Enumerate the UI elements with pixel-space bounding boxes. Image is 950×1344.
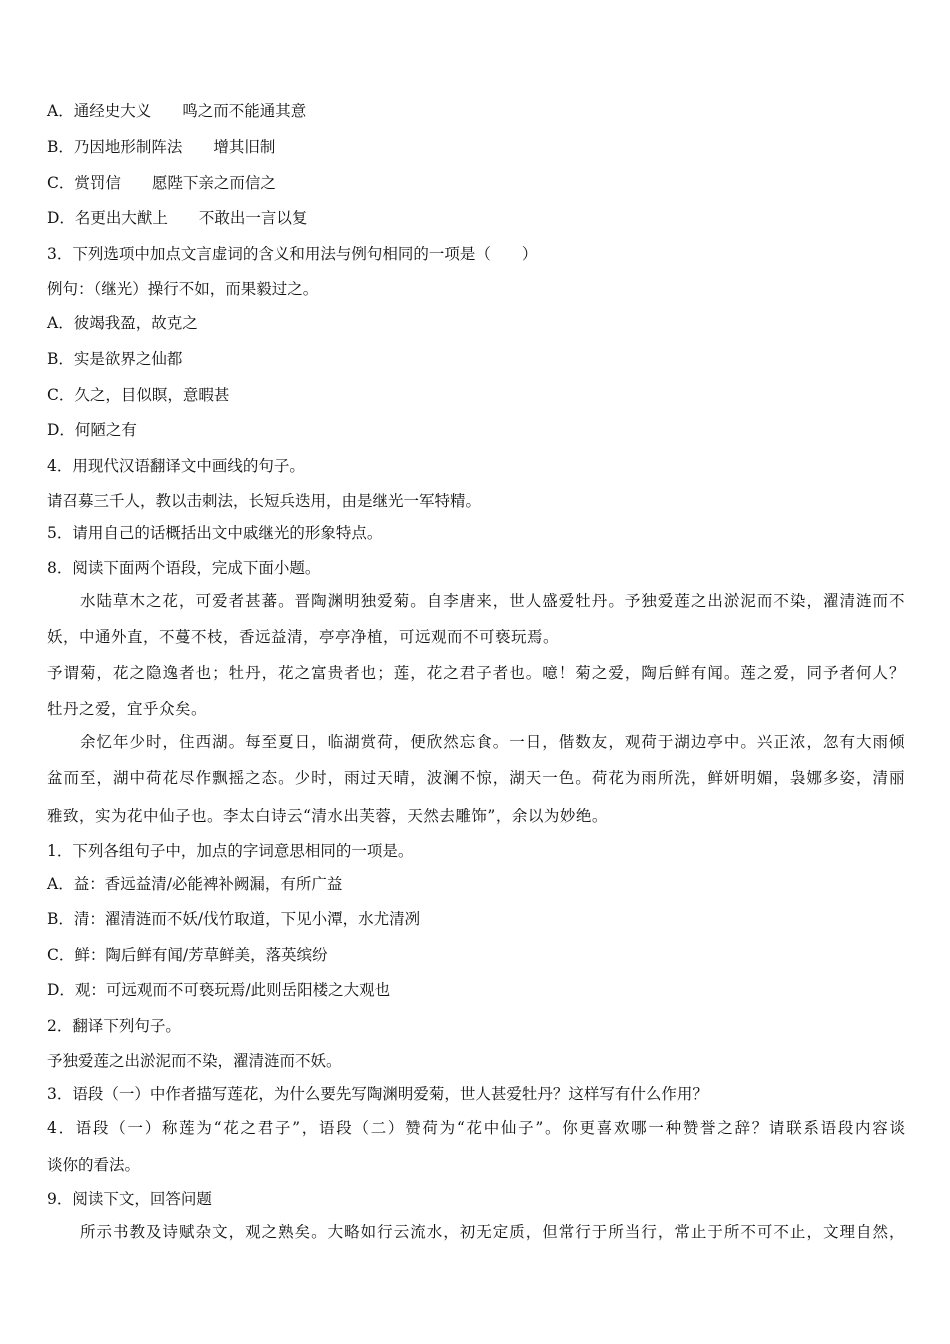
example-sentence: 例句：（继光）操行不如，而果毅过之。 [47, 280, 319, 298]
passage-line: 予谓菊，花之隐逸者也；牡丹，花之富贵者也；莲，花之君子者也。噫！菊之爱，陶后鲜有闻。莲之爱，同予者何人？ [47, 664, 905, 682]
option-a: A．益：香远益清/必能裨补阙漏，有所广益 [47, 875, 343, 893]
option-c: C．久之，目似瞑，意暇甚 [47, 386, 230, 404]
option-d: D．何陋之有 [47, 421, 137, 439]
option-b: B．实是欲界之仙都 [47, 350, 183, 368]
option-a: A．通经史大义 鸣之而不能通其意 [47, 102, 307, 120]
translation-sentence: 请召募三千人，教以击刺法，长短兵迭用，由是继光一军特精。 [47, 492, 482, 510]
option-d: D．观：可远观而不可亵玩焉/此则岳阳楼之大观也 [47, 981, 391, 999]
question-3: 3．下列选项中加点文言虚词的含义和用法与例句相同的一项是（ ） [47, 245, 538, 263]
passage-line: 水陆草木之花，可爱者甚蕃。晋陶渊明独爱菊。自李唐来，世人盛爱牡丹。予独爱莲之出淤泥而不染，濯清涟而不 [80, 592, 905, 610]
passage-line: 雅致，实为花中仙子也。李太白诗云“清水出芙蓉，天然去雕饰”，余以为妙绝。 [47, 807, 608, 825]
option-b: B．清：濯清涟而不妖/伐竹取道，下见小潭，水尤清冽 [47, 910, 421, 928]
option-b: B．乃因地形制阵法 增其旧制 [47, 138, 276, 156]
question-5: 5．请用自己的话概括出文中戚继光的形象特点。 [47, 524, 383, 542]
question-9: 9．阅读下文，回答问题 [47, 1190, 212, 1208]
sub-question-3: 3．语段（一）中作者描写莲花，为什么要先写陶渊明爱菊，世人甚爱牡丹？这样写有什么作用？ [47, 1085, 708, 1103]
passage-line: 妖，中通外直，不蔓不枝，香远益清，亭亭净植，可远观而不可亵玩焉。 [47, 628, 560, 646]
passage-line: 牡丹之爱，宜乎众矣。 [47, 700, 208, 718]
sub-question-2: 2．翻译下列句子。 [47, 1017, 181, 1035]
option-c: C．鲜：陶后鲜有闻/芳草鲜美，落英缤纷 [47, 946, 328, 964]
question-4: 4．用现代汉语翻译文中画线的句子。 [47, 457, 305, 475]
option-a: A．彼竭我盈，故克之 [47, 314, 198, 332]
sub-question-4: 4．语段（一）称莲为“花之君子”，语段（二）赞荷为“花中仙子”。你更喜欢哪一种赞誉之辞？请联系语段内容谈 [47, 1119, 905, 1137]
passage-line: 余忆年少时，住西湖。每至夏日，临湖赏荷，便欣然忘食。一日，偕数友，观荷于湖边亭中。兴正浓，忽有大雨倾 [80, 733, 905, 751]
translation-sentence: 予独爱莲之出淤泥而不染，濯清涟而不妖。 [47, 1052, 342, 1070]
option-d: D．名更出大猷上 不敢出一言以复 [47, 209, 308, 227]
passage-line: 所示书教及诗赋杂文，观之熟矣。大略如行云流水，初无定质，但常行于所当行，常止于所不可不止，文理自然， [80, 1223, 905, 1241]
sub-question-4-cont: 谈你的看法。 [47, 1156, 141, 1174]
option-c: C．赏罚信 愿陛下亲之而信之 [47, 174, 276, 192]
sub-question-1: 1．下列各组句子中，加点的字词意思相同的一项是。 [47, 842, 414, 860]
question-8: 8．阅读下面两个语段，完成下面小题。 [47, 559, 321, 577]
passage-line: 盆而至，湖中荷花尽作飘摇之态。少时，雨过天晴，波澜不惊，湖天一色。荷花为雨所洗，鲜妍明媚，袅娜多姿，清丽 [47, 769, 905, 787]
